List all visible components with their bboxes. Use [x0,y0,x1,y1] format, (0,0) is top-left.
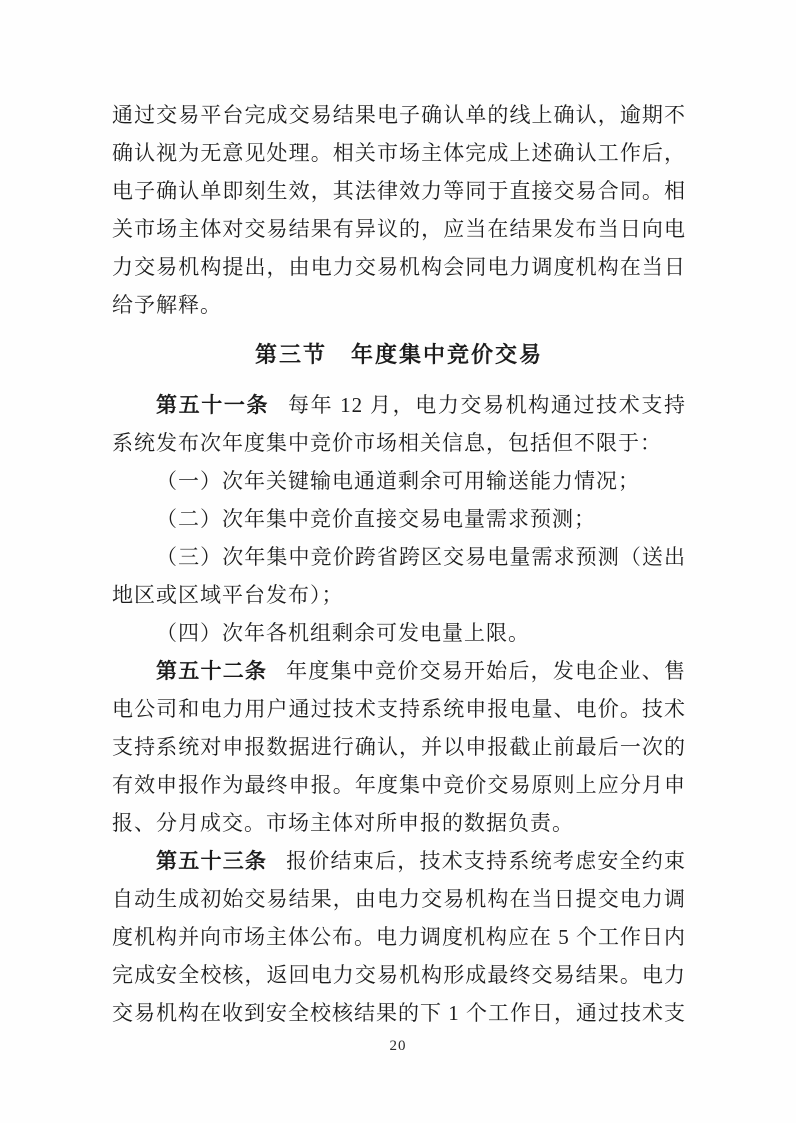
article-51-text: 每年 12 月，电力交易机构通过技术支持系统发布次年度集中竞价市场相关信息，包括但不限于： [112,393,686,455]
article-51-item-3: （三）次年集中竞价跨省跨区交易电量需求预测（送出地区或区域平台发布）； [112,545,686,607]
article-51-item-4: （四）次年各机组剩余可发电量上限。 [156,621,530,645]
article-51-item-1: （一）次年关键输电通道剩余可用输送能力情况； [156,469,640,493]
article-53 [112,842,686,1032]
article-52-number: 第五十二条 [156,659,268,683]
article-51-item-2: （二）次年集中竞价直接交易电量需求预测； [156,507,596,531]
paragraph-continuation: 通过交易平台完成交易结果电子确认单的线上确认，逾期不确认视为无意见处理。相关市场主体完成上述确认工作后，电子确认单即刻生效，其法律效力等同于直接交易合同。相关市场主体对交易结果有异议的，应当在结果发布当日向电力交易机构提出，由电力交易机构会同电力调度机构在当日给予解释。 [112,103,686,317]
article-53-number: 第五十三条 [156,849,268,873]
article-52-text: 年度集中竞价交易开始后，发电企业、售电公司和电力用户通过技术支持系统申报电量、电价。技术支持系统对申报数据进行确认，并以申报截止前最后一次的有效申报作为最终申报。年度集中竞价交易原则上应分月申报、分月成交。市场主体对所申报的数据负责。 [112,659,687,835]
page-number: 20 [389,1038,407,1054]
document-content [112,96,686,1032]
article-52 [112,652,686,842]
article-51-number: 第五十一条 [156,393,270,417]
article-51 [112,386,686,462]
section-heading: 第三节 年度集中竞价交易 [254,342,543,367]
article-53-text: 报价结束后，技术支持系统考虑安全约束自动生成初始交易结果，由电力交易机构在当日提交电力调度机构并向市场主体公布。电力调度机构应在 5 个工作日内完成安全校核，返回电力交易机构形成最终交易结果。电力交易机构在收到安全校核结果的下 1 个工作日，通过技术支 [112,849,687,1025]
